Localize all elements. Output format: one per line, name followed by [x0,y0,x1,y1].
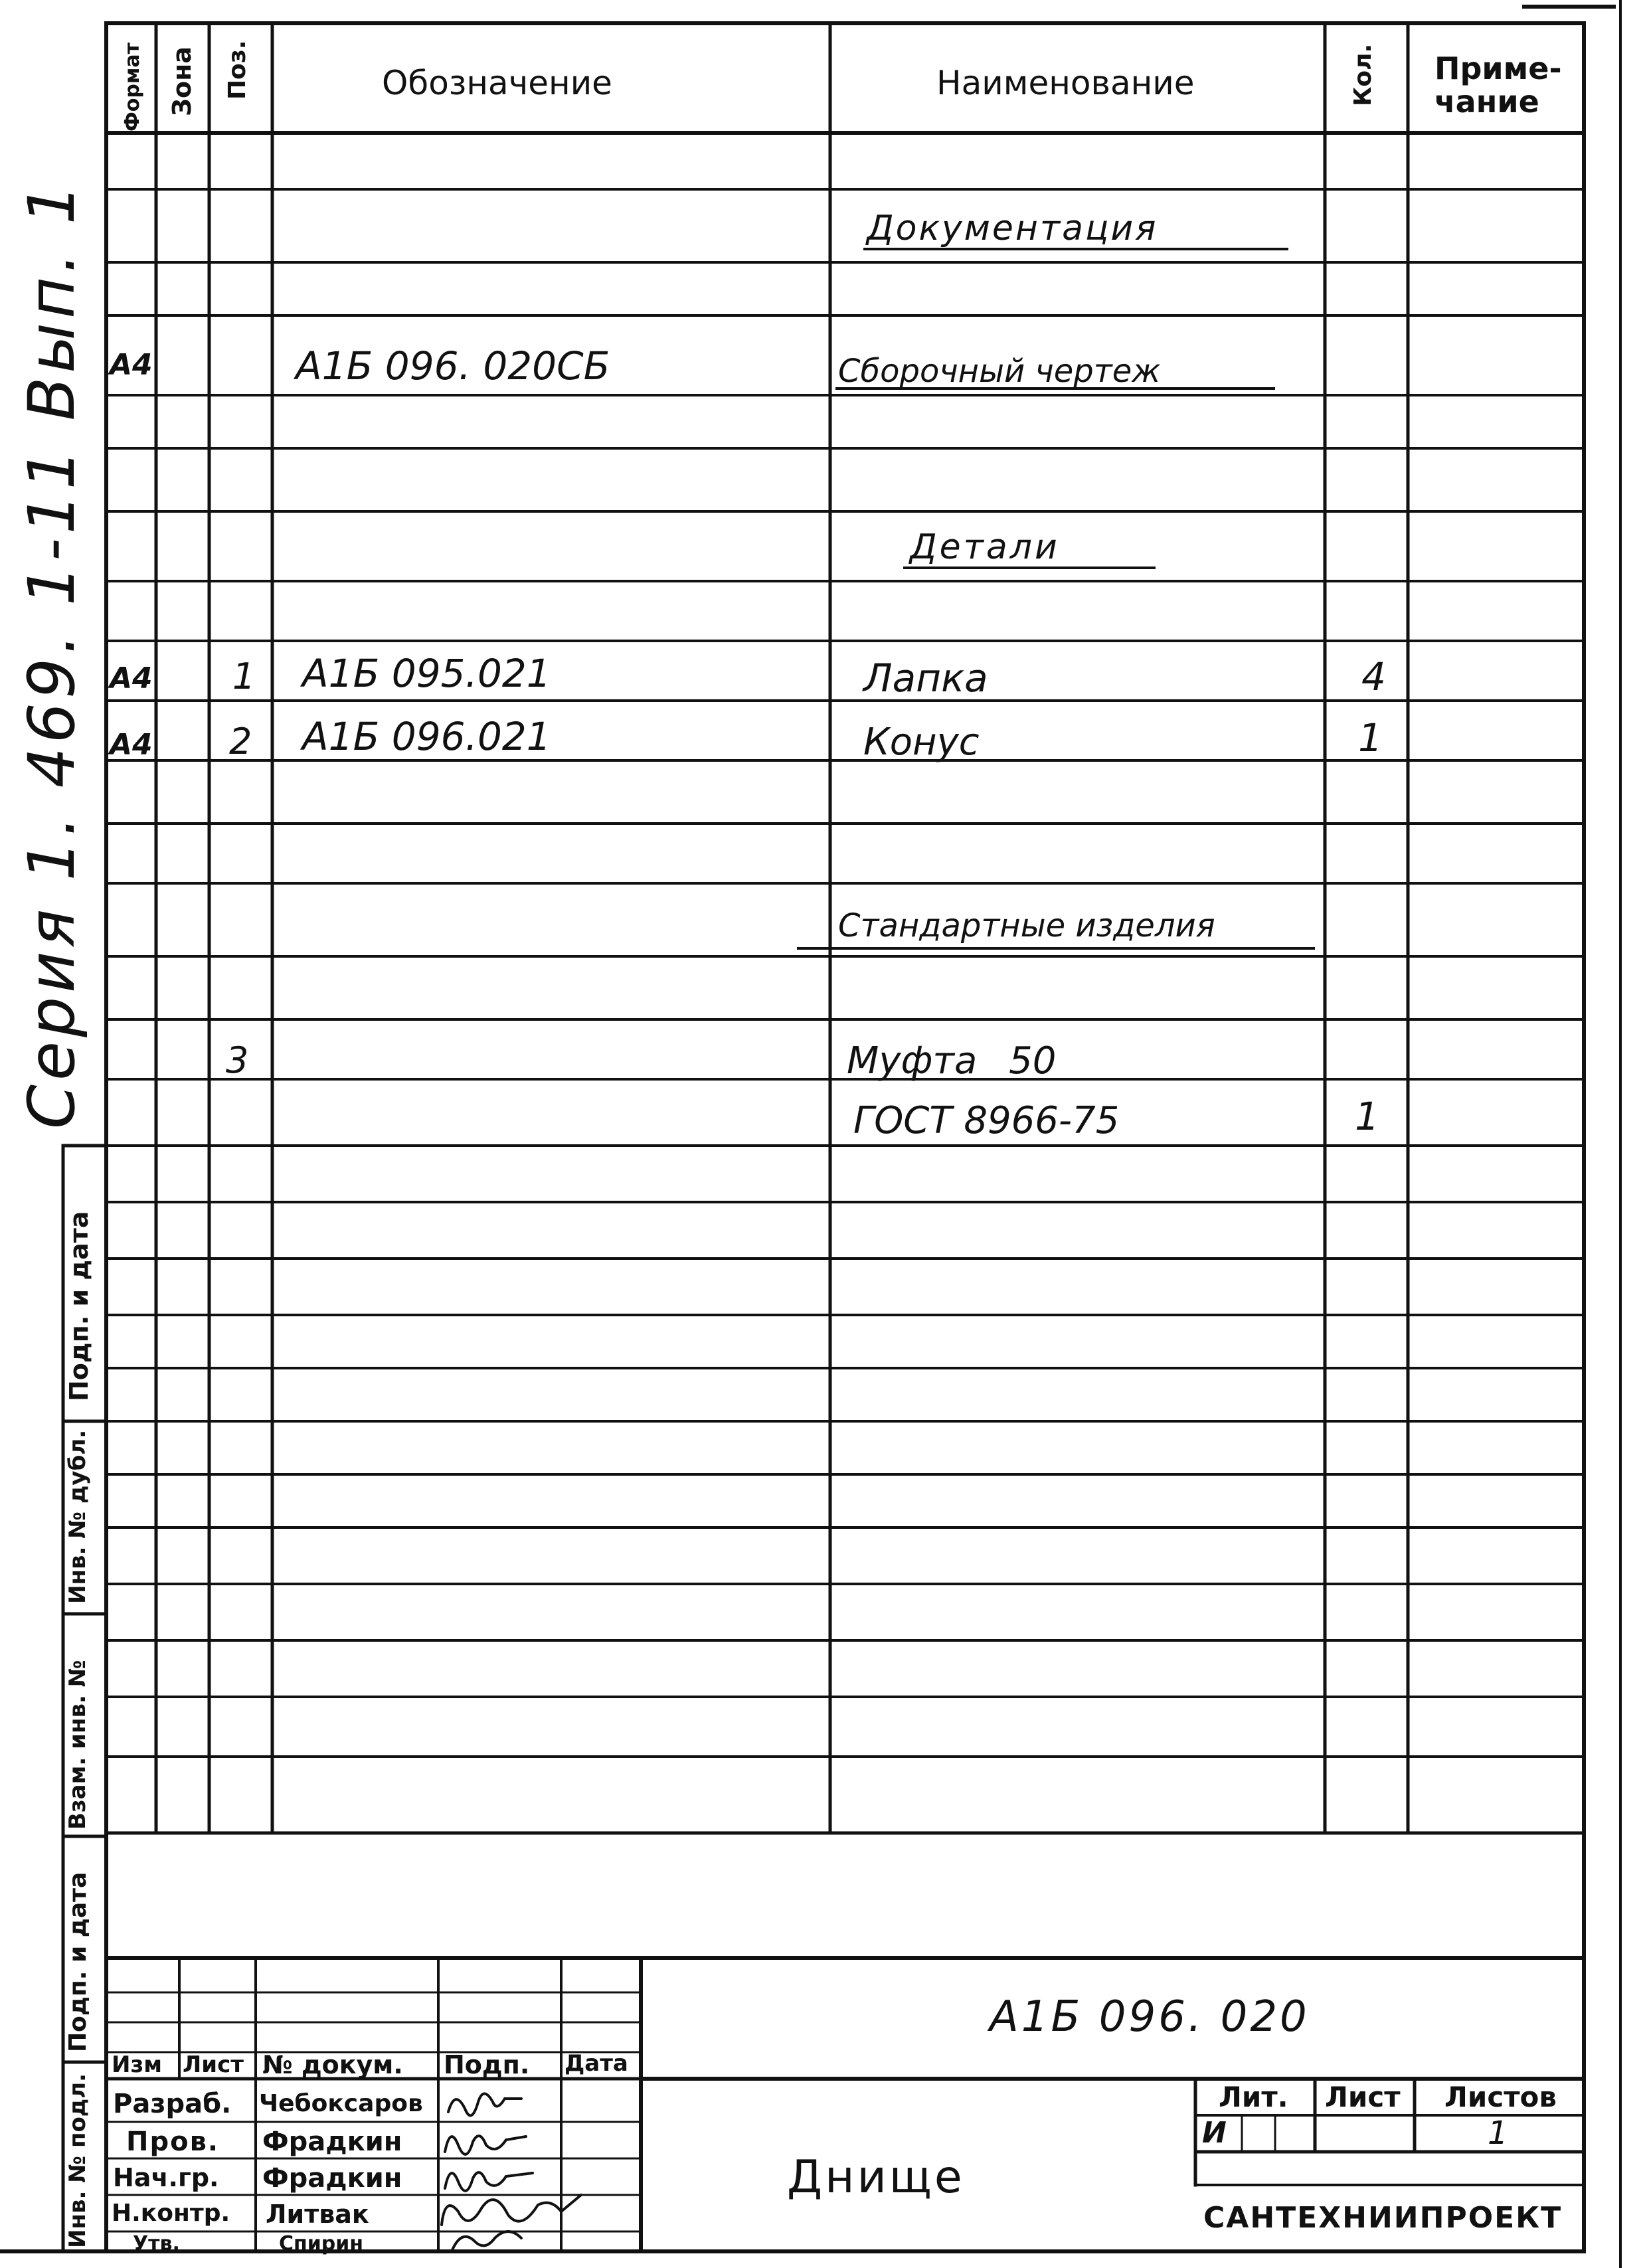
signature-prov [445,2136,526,2154]
header-note-line1: Приме- [1434,50,1562,86]
part1-designation: А1Б 095.021 [302,651,551,696]
part1-qty: 4 [1361,654,1386,699]
doc-name: Днище [787,2151,965,2204]
doc-number: А1Б 096. 020 [990,1992,1310,2042]
tb-col-list-label: Лист [183,2051,244,2078]
header-format: Формат [121,43,144,131]
tb-listov-label: Листов [1444,2081,1557,2113]
side-label-inv-podl: Инв. № подл. [64,2073,91,2248]
assembly-name: Сборочный чертеж [838,353,1161,390]
staff-role-nkontr: Н.контр. [112,2200,230,2227]
tb-col-ndokum-label: № докум. [262,2050,403,2079]
std1-pos: 3 [226,1039,249,1081]
staff-name-nkontr: Литвак [266,2200,369,2229]
part1-pos: 1 [232,655,256,697]
side-label-vzam-inv: Взам. инв. № [64,1660,91,1830]
signature-utv [452,2231,521,2251]
std1-name-line2: ГОСТ 8966-75 [853,1099,1120,1142]
tb-lit-label: Лит. [1219,2081,1288,2113]
staff-name-prov: Фрадкин [262,2127,402,2157]
staff-name-utv: Спирин [279,2232,363,2255]
parts-heading: Детали [910,527,1060,567]
part2-format: А4 [110,728,153,762]
standard-heading: Стандартные изделия [838,907,1215,944]
signature-razrab [448,2094,521,2116]
side-label-podp-data-2: Подп. и дата [64,1872,92,2052]
std1-qty: 1 [1355,1094,1379,1139]
header-designation: Обозначение [382,64,612,102]
part2-qty: 1 [1358,715,1383,760]
part2-pos: 2 [229,721,252,762]
signature-nachgr [445,2172,533,2191]
tb-col-izm-label: Изм [112,2051,163,2078]
assembly-designation: А1Б 096. 020СБ [296,343,610,389]
staff-role-razrab: Разраб. [113,2089,232,2119]
staff-name-razrab: Чебоксаров [259,2090,423,2117]
documentation-heading: Документация [867,209,1158,248]
staff-role-prov: Пров. [126,2127,220,2157]
tb-list-label: Лист [1325,2081,1401,2113]
header-name: Наименование [936,64,1195,102]
part2-name: Конус [863,721,980,764]
tb-lit-value: И [1202,2116,1227,2150]
part1-format: А4 [110,661,153,695]
staff-role-nachgr: Нач.гр. [113,2163,219,2192]
organization-name: САНТЕХНИИПРОЕКТ [1203,2201,1563,2235]
tb-listov-value: 1 [1488,2115,1508,2152]
header-pos: Поз. [224,40,251,100]
tb-col-podp-label: Подп. [444,2050,530,2079]
margin-series-text: Серия 1. 469. 1-11 Вып. 1 [15,180,89,1129]
part1-name: Лапка [863,655,988,701]
staff-role-utv: Утв. [133,2232,180,2255]
header-qty: Кол. [1349,43,1377,106]
tb-col-data-label: Дата [564,2050,628,2077]
part2-designation: А1Б 096.021 [302,714,551,759]
std1-name-line1: Муфта 50 [847,1039,1057,1083]
header-note-line2: чание [1434,84,1539,120]
side-label-inv-dubl: Инв. № дубл. [64,1429,91,1604]
staff-name-nachgr: Фрадкин [262,2163,402,2194]
header-zone: Зона [167,46,197,116]
assembly-format: А4 [110,348,153,382]
side-label-podp-data-1: Подп. и дата [64,1211,94,1401]
